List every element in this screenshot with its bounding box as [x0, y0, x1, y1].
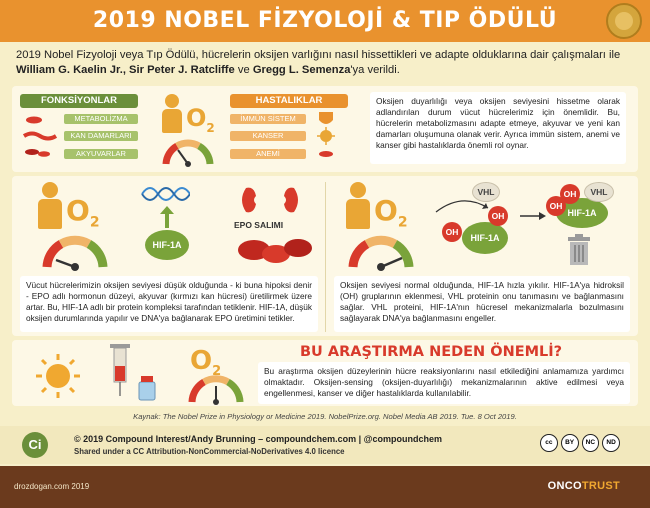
hydroxyl-group-icon: OH [488, 206, 508, 226]
page-title: 2019 NOBEL FİZYOLOJİ & TIP ÖDÜLÜ [92, 8, 558, 33]
cc-by-icon: BY [561, 434, 579, 452]
nobel-medal-icon [606, 3, 642, 39]
function-white-cells: AKYUVARLAR [64, 149, 138, 159]
red-cell-icon [38, 151, 50, 157]
intro-laureate-3: Gregg L. Semenza [252, 64, 351, 76]
why-important-title: BU ARAŞTIRMA NEDEN ÖNEMLİ? [300, 344, 563, 360]
syringe-icon [100, 344, 140, 402]
copyright-text: © 2019 Compound Interest/Andy Brunning – compoundchem.com | @compoundchem [74, 434, 442, 444]
oxygen-gauge-icon [186, 374, 246, 406]
shield-icon [319, 112, 333, 124]
disease-anemia: ANEMİ [230, 149, 306, 159]
cc-license-badges [540, 434, 620, 456]
intro-and: ve [234, 64, 253, 76]
disease-icons [312, 110, 340, 162]
low-oxygen-text: Vücut hücrelerimizin oksijen seviyesi düşük olduğunda - ki buna hipoksi denir - EPO adlı hormonun düzeyi, akyuvar (kırmızı kan hücresi) üretilirmek üzere artar. Bu, HIF-1A adlı bir protein kompleksi tarafından tetiklenir. HIF-1A, düşük oksijen durumlarında yapılır ve DNA'ya bağlanarak EPO üretimini tetikler. [20, 276, 318, 332]
normal-oxygen-text: Oksijen seviyesi normal olduğunda, HIF-1A hızla yıkılır. HIF-1A'ya hidroksil (OH) gruplarının eklenmesi, VHL proteinin onu tanımasını ve bağlanmasını sağlar. VHL proteini, HIF-1A'nın hücresel mekanizmalarla bozulmasını sağlayarak DNA'ya bağlanmasını engeller. [334, 276, 630, 332]
o2-label: $O_2$ [66, 194, 100, 231]
o2-label: $O_2$ [374, 194, 408, 231]
panel-divider [325, 182, 326, 332]
o2-label: $O_2$ [190, 346, 222, 380]
oxygen-gauge-icon [160, 136, 216, 168]
arrow-right-icon [520, 210, 546, 222]
red-cell-icon [319, 151, 333, 157]
function-blood-vessels: KAN DAMARLARI [64, 131, 138, 141]
intro-laureates: William G. Kaelin Jr., Sir Peter J. Ratcliffe [16, 64, 235, 76]
disease-immune: İMMÜN SİSTEM [230, 114, 306, 124]
license-text: Shared under a CC Attribution-NonCommercial-NoDerivatives 4.0 licence [74, 447, 345, 456]
vhl-protein-icon: VHL [472, 182, 500, 202]
oxygen-sensing-text: Oksijen duyarlılığı veya oksijen seviyesini hissetme olarak adlandırılan durum vücut hücrelerimiz için önemlidir. Bu, hücrelerin metabolizmasını adapte etmeye, akyuvar ve yeni kan damarları oluşumuna olanak verir. Ayrıca immün sistem, anemi ve kanser gibi hastalıklarda önemli rol oynar. [370, 92, 626, 164]
trash-bin-icon [566, 234, 592, 266]
site-credit: drozdogan.com 2019 [14, 482, 90, 491]
compound-interest-logo: Ci [22, 432, 48, 458]
hydroxyl-group-icon: OH [560, 184, 580, 204]
brand-part-a: ONCO [547, 480, 582, 492]
cc-nc-icon: NC [582, 434, 600, 452]
header-banner [0, 0, 650, 42]
oncotrust-logo [548, 480, 620, 492]
hif-1a-tagged-icon: HIF-1A [556, 198, 608, 228]
normal-oxygen-gauge-icon [346, 232, 416, 272]
sun-icon [34, 352, 82, 400]
source-citation: Kaynak: The Nobel Prize in Physiology or Medicine 2019. NobelPrize.org. Nobel Media AB 2019. Tue. 8 Oct 2019. [133, 412, 517, 421]
vhl-protein-icon: VHL [584, 182, 614, 202]
intro-text-before: 2019 Nobel Fizyoloji veya Tıp Ödülü, hücrelerin oksijen varlığını nasıl hissettikleri ve adapte olduklarına dair çalışmaları ile [16, 49, 621, 61]
brand-part-b: TRUST [581, 480, 620, 492]
virus-icon [320, 130, 332, 142]
disease-cancer: KANSER [230, 131, 306, 141]
o2-label: $O_2$ [186, 104, 215, 135]
curved-arrow-icon [432, 198, 492, 214]
cc-icon: cc [540, 434, 558, 452]
arrow-up-icon [160, 206, 174, 228]
low-oxygen-gauge-icon [40, 232, 110, 272]
red-blood-cells-icon [236, 234, 322, 270]
intro-text-after: 'ya verildi. [350, 64, 400, 76]
hif-1a-icon: HIF-1A [145, 230, 189, 260]
kidneys-icon [238, 184, 302, 216]
function-icons [22, 112, 62, 160]
blood-vessel-icon [24, 134, 56, 139]
cc-nd-icon: ND [602, 434, 620, 452]
epo-release-label: EPO SALIMI [234, 220, 284, 230]
function-metabolism: METABOLİZMA [64, 114, 138, 124]
intro-paragraph [16, 48, 636, 78]
why-important-text: Bu araştırma oksijen düzeylerinin hücre reaksiyonlarını nasıl etkilediğini anlamamıza yardımcı olmaktadır. Oksijen-sensing (oksijen-duyarlılığı) mekanizmalarının aktive edilmesi veya engellenmesi, kanser ve diğer hastalıklarda kullanılabilir. [258, 362, 630, 404]
hydroxyl-group-icon: OH [546, 196, 566, 216]
red-cell-icon [25, 149, 39, 155]
hif-1a-icon: HIF-1A [462, 222, 508, 254]
functions-title: FONKSİYONLAR [20, 94, 138, 108]
mitochondria-icon [26, 117, 42, 124]
vial-icon [136, 376, 158, 402]
diseases-title: HASTALIKLAR [230, 94, 348, 108]
hydroxyl-group-icon: OH [442, 222, 462, 242]
dna-icon [140, 182, 190, 206]
